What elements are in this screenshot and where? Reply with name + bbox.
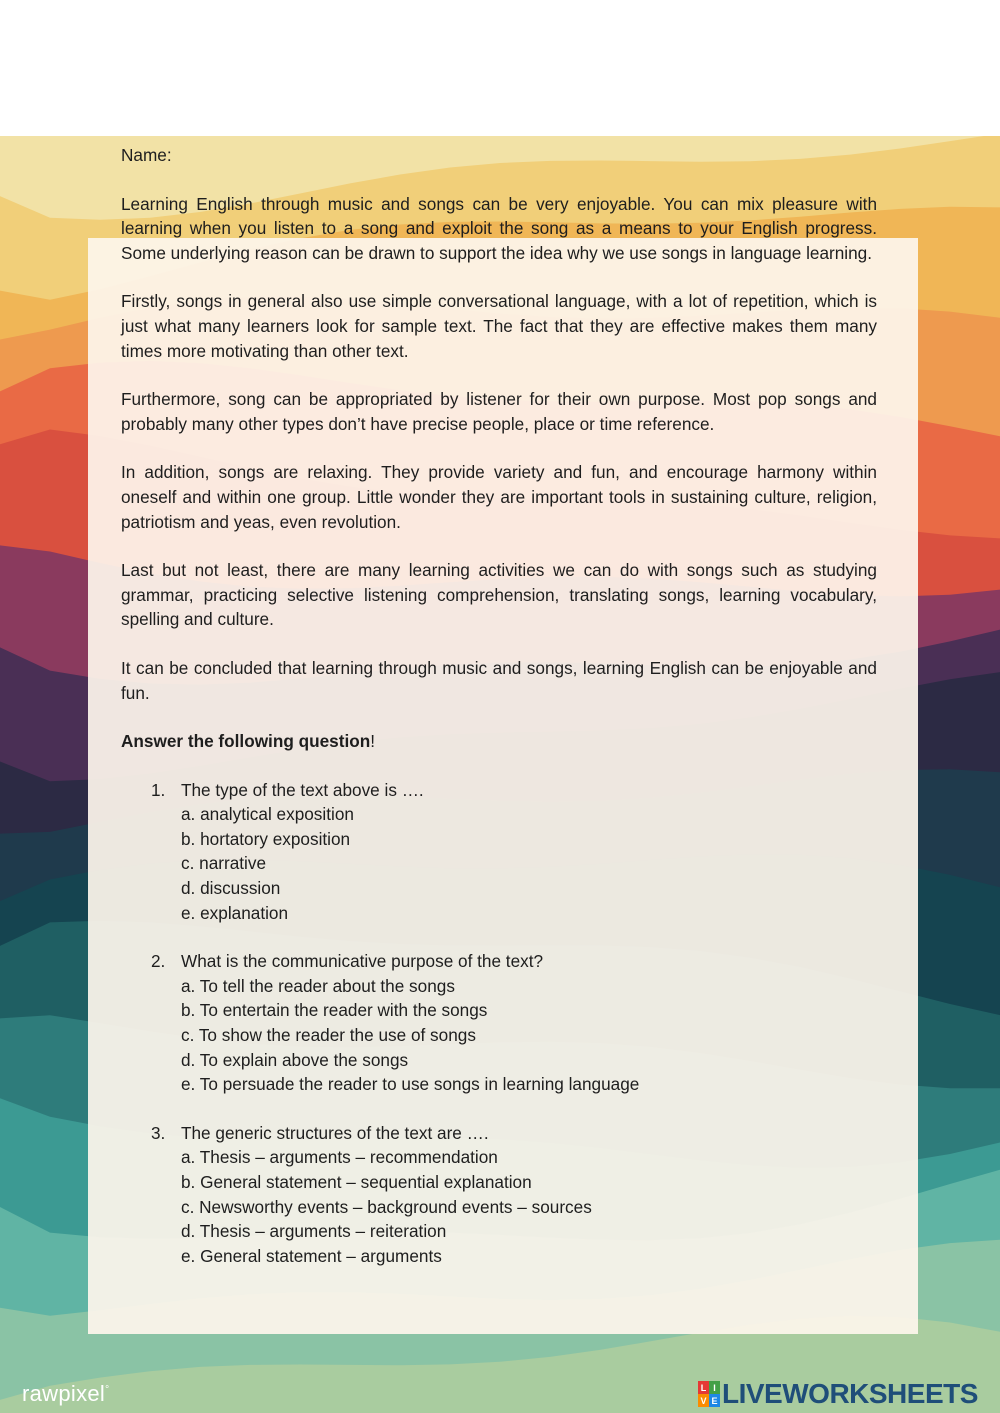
question-text: The generic structures of the text are …. [181, 1122, 489, 1143]
answer-option[interactable]: c. Newsworthy events – background events – sources [181, 1196, 592, 1217]
passage-paragraph: Firstly, songs in general also use simple conversational language, with a lot of repetition, which is just what many learners look for sample text. The fact that they are effective makes them many times more motivating than other text. [121, 291, 877, 361]
answer-option[interactable]: e. To persuade the reader to use songs in learning language [181, 1074, 640, 1095]
answer-option[interactable]: a. analytical exposition [181, 804, 354, 825]
liveworksheets-brand[interactable] [698, 1379, 978, 1409]
rawpixel-text: rawpixel [22, 1381, 106, 1406]
answer-option[interactable]: a. Thesis – arguments – recommendation [181, 1147, 498, 1168]
reading-passage [121, 192, 877, 706]
answer-option[interactable]: b. General statement – sequential explanation [181, 1172, 532, 1192]
liveworksheets-logo-icon [698, 1381, 720, 1407]
rawpixel-watermark [22, 1381, 109, 1407]
question-item [121, 949, 877, 1097]
answer-option[interactable]: d. Thesis – arguments – reiteration [181, 1221, 447, 1242]
answer-option[interactable]: d. To explain above the songs [181, 1049, 409, 1070]
answer-option[interactable]: e. explanation [181, 902, 289, 923]
question-number: 3. [151, 1122, 166, 1143]
question-item [121, 1121, 877, 1269]
passage-paragraph: Last but not least, there are many learning activities we can do with songs such as studying grammar, practicing selective listening comprehension, translating songs, learning vocabulary, spelling and culture. [121, 560, 877, 630]
worksheet-content [121, 143, 877, 1292]
passage-paragraph: In addition, songs are relaxing. They provide variety and fun, and encourage harmony within oneself and within one group. Little wonder they are important tools in sustaining culture, religion, patriotism and yeas, even revolution. [121, 462, 877, 532]
question-number: 2. [151, 951, 166, 972]
answer-option[interactable]: b. hortatory exposition [181, 828, 351, 849]
passage-paragraph: Learning English through music and songs can be very enjoyable. You can mix pleasure with learning when you listen to a song and exploit the song as a means to your English progress. Some underlying reason can be drawn to support the idea why we use songs in language learning. [121, 193, 877, 263]
question-number: 1. [151, 779, 166, 800]
logo-letter: V [698, 1394, 709, 1407]
instruction-heading [121, 729, 877, 754]
liveworksheets-text: LIVEWORKSHEETS [722, 1378, 978, 1409]
question-text: The type of the text above is …. [181, 779, 424, 800]
rawpixel-mark: ° [105, 1384, 110, 1396]
answer-option[interactable]: b. To entertain the reader with the songs [181, 1000, 488, 1021]
question-item [121, 778, 877, 926]
question-text: What is the communicative purpose of the text? [181, 951, 544, 972]
answer-option[interactable]: a. To tell the reader about the songs [181, 975, 455, 996]
answer-option[interactable]: d. discussion [181, 878, 281, 899]
question-list [121, 778, 877, 1269]
logo-letter: E [709, 1394, 720, 1407]
passage-paragraph: Furthermore, song can be appropriated by listener for their own purpose. Most pop songs and probably many other types don’t have precise people, place or time reference. [121, 389, 877, 434]
instruction-punctuation: ! [370, 731, 375, 752]
passage-paragraph: It can be concluded that learning through music and songs, learning English can be enjoyable and fun. [121, 657, 877, 703]
name-field-label: Name: [121, 145, 172, 165]
logo-letter: L [698, 1381, 709, 1394]
instruction-text: Answer the following question [121, 731, 371, 752]
answer-option[interactable]: c. To show the reader the use of songs [181, 1025, 476, 1046]
answer-option[interactable]: c. narrative [181, 853, 267, 874]
answer-option[interactable]: e. General statement – arguments [181, 1245, 442, 1266]
logo-letter: I [709, 1381, 720, 1394]
